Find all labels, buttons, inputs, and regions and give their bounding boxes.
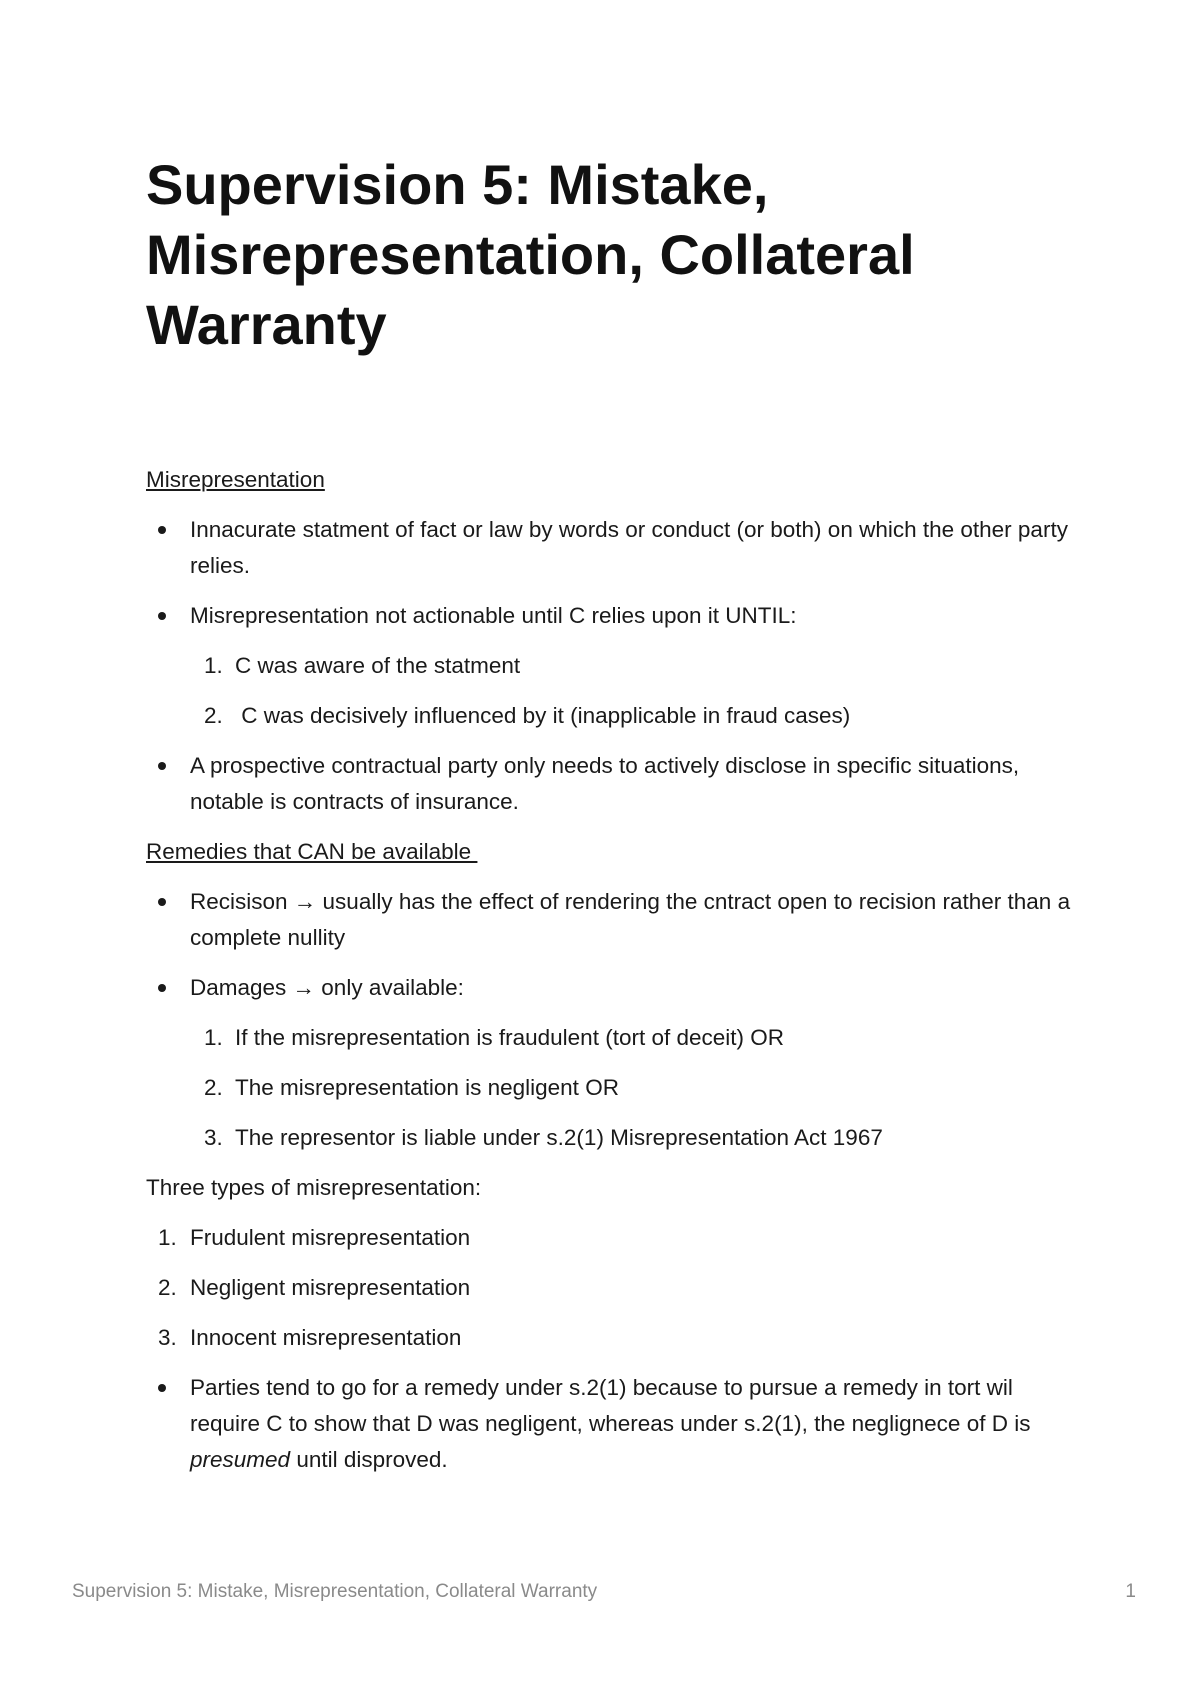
page-number: 1 — [1125, 1581, 1136, 1602]
types-intro-text: Three types of misrepresentation: — [146, 1175, 482, 1200]
list-item-text: The representor is liable under s.2(1) Misrepresentation Act 1967 — [235, 1125, 883, 1150]
bullet-text: A prospective contractual party only needs to actively disclose in specific situations, notable is contracts of insurance. — [190, 753, 1020, 814]
list-item — [146, 1070, 1076, 1106]
list-item-text: C was aware of the statment — [235, 653, 521, 678]
list-item — [146, 1020, 1076, 1056]
list-item — [146, 1320, 1076, 1356]
list-number: 1. — [204, 653, 223, 678]
final-bullet-list — [146, 1370, 1076, 1478]
page-footer — [72, 1580, 1136, 1604]
list-item-text: Frudulent misrepresentation — [190, 1225, 471, 1250]
bullet-text-before: Parties tend to go for a remedy under s.2(1) because to pursue a remedy in tort wil require C to show that D was negligent, whereas under s.2(1), the neglignece of D is — [190, 1375, 1031, 1436]
bullet-icon — [158, 526, 166, 534]
document-body — [146, 462, 1076, 1492]
list-item — [146, 970, 1076, 1156]
footer-title: Supervision 5: Mistake, Misrepresentation, Collateral Warranty — [72, 1581, 598, 1602]
list-item-text: The misrepresentation is negligent OR — [235, 1075, 619, 1100]
list-item — [146, 1370, 1076, 1478]
list-number: 2. — [158, 1275, 177, 1300]
list-item-text: Negligent misrepresentation — [190, 1275, 471, 1300]
list-item — [146, 1220, 1076, 1256]
bullet-icon — [158, 898, 166, 906]
emphasis-text: presumed — [190, 1447, 291, 1472]
bullet-text: Innacurate statment of fact or law by words or conduct (or both) on which the other party relies. — [190, 517, 1068, 578]
list-number: 1. — [204, 1025, 223, 1050]
remedies-bullet-list — [146, 884, 1076, 1156]
reliance-numbered-list — [190, 648, 1076, 734]
bullet-text-after: until disproved. — [290, 1447, 448, 1472]
list-item-text: If the misrepresentation is fraudulent (tort of deceit) OR — [235, 1025, 784, 1050]
section-heading-misrepresentation: Misrepresentation — [146, 467, 325, 492]
section-heading-remedies: Remedies that CAN be available — [146, 839, 478, 864]
damages-numbered-list — [190, 1020, 1076, 1156]
bullet-icon — [158, 612, 166, 620]
list-item — [146, 512, 1076, 584]
misrepresentation-bullet-list — [146, 512, 1076, 820]
list-number: 3. — [204, 1125, 223, 1150]
list-number: 2. — [204, 1075, 223, 1100]
bullet-text: Recisison → usually has the effect of rendering the cntract open to recision rather than a complete nullity — [190, 889, 1071, 950]
types-numbered-list — [146, 1220, 1076, 1356]
list-item — [146, 1270, 1076, 1306]
page-title: Supervision 5: Mistake, Misrepresentation, Collateral Warranty — [146, 153, 915, 356]
list-item — [146, 648, 1076, 684]
bullet-icon — [158, 984, 166, 992]
bullet-icon — [158, 1384, 166, 1392]
list-number: 3. — [158, 1325, 177, 1350]
list-number: 2. — [204, 703, 223, 728]
list-item — [146, 598, 1076, 734]
list-item — [146, 748, 1076, 820]
bullet-text: Damages → only available: — [190, 975, 464, 1000]
list-item — [146, 1120, 1076, 1156]
bullet-text: Misrepresentation not actionable until C relies upon it UNTIL: — [190, 603, 797, 628]
list-item — [146, 884, 1076, 956]
list-item — [146, 698, 1076, 734]
list-number: 1. — [158, 1225, 177, 1250]
list-item-text: C was decisively influenced by it (inapplicable in fraud cases) — [235, 703, 851, 728]
list-item-text: Innocent misrepresentation — [190, 1325, 462, 1350]
bullet-icon — [158, 762, 166, 770]
